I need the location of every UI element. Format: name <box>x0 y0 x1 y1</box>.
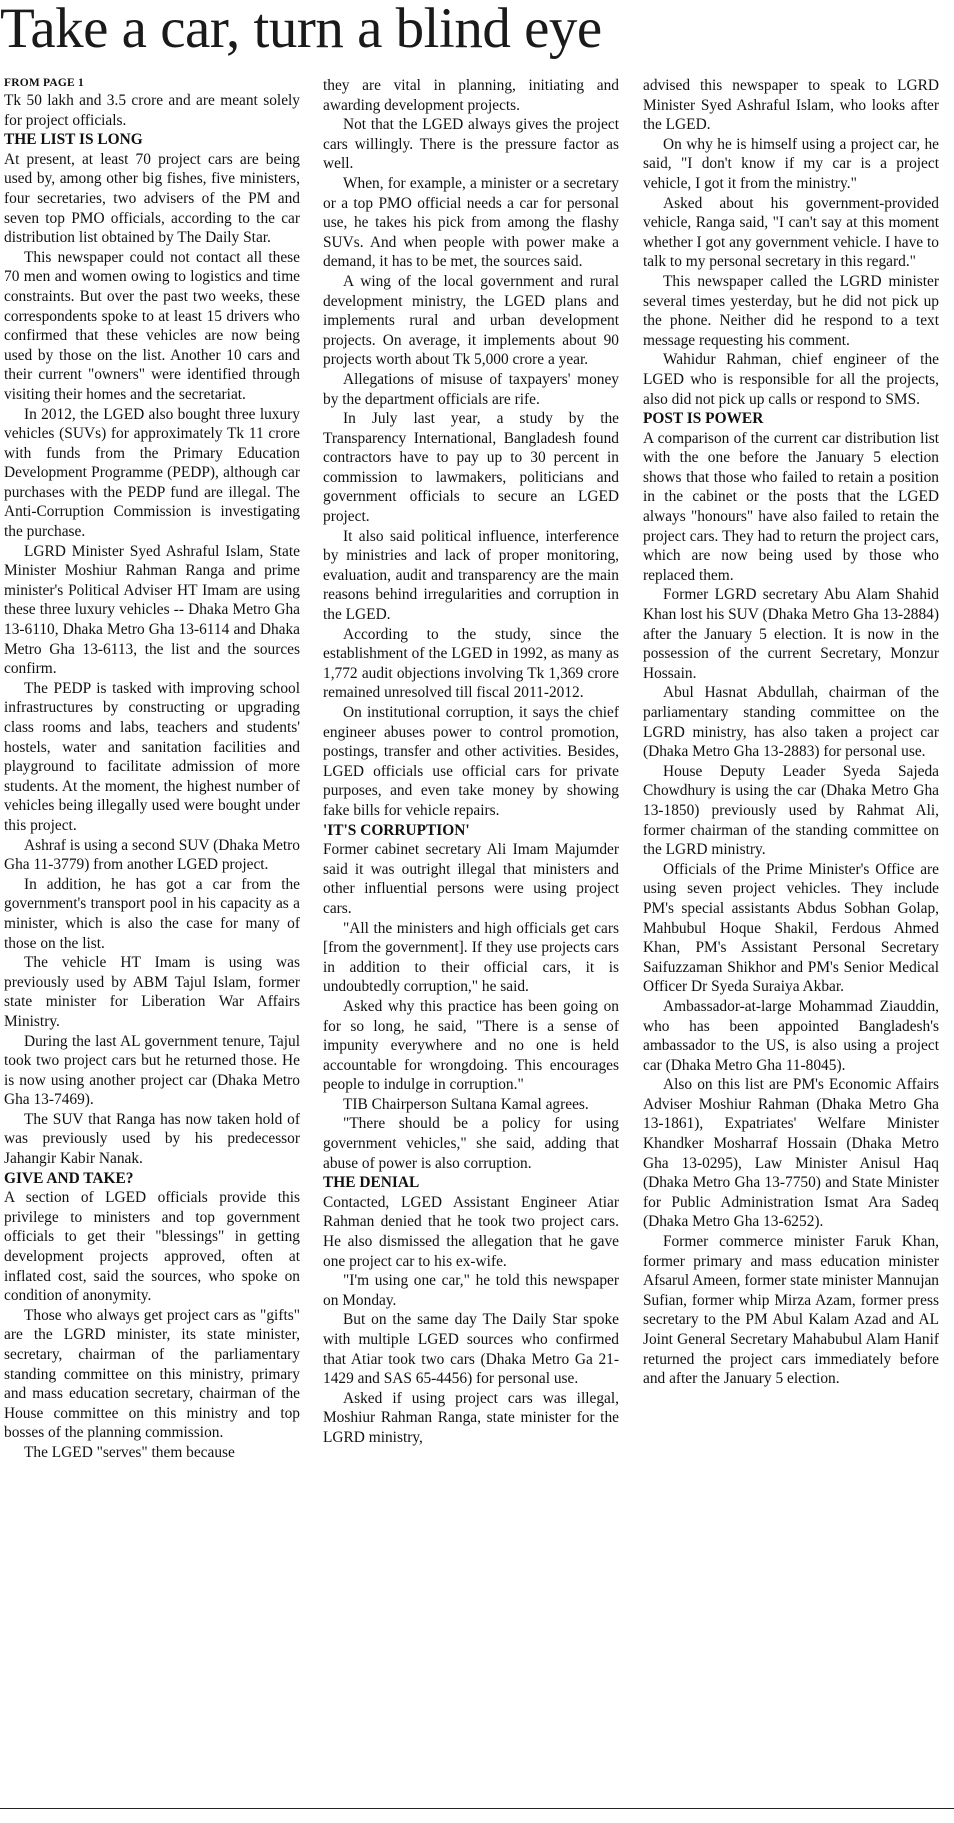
paragraph: When, for example, a minister or a secretary or a top PMO official needs a car for personal use, he takes his pick from among the flashy SUVs. And when people with power make a demand, it has to be met, the sources said. <box>323 174 619 271</box>
section-heading: 'IT'S CORRUPTION' <box>323 821 470 839</box>
paragraph: Asked why this practice has been going on for so long, he said, "There is a sense of impunity everywhere and no one is held accountable for wrongdoing. This encourages people to indulge in corruption." <box>323 997 619 1094</box>
continued-from-label: FROM PAGE 1 <box>4 77 84 89</box>
paragraph: The SUV that Ranga has now taken hold of was previously used by his predecessor Jahangir Kabir Nanak. <box>4 1110 300 1168</box>
paragraph: Asked if using project cars was illegal, Moshiur Rahman Ranga, state minister for the LGRD ministry, <box>323 1389 619 1446</box>
paragraph: "All the ministers and high officials get cars [from the government]. If they use projects cars in addition to their official cars, it is undoubtedly corruption," he said. <box>323 919 619 996</box>
paragraph: Former commerce minister Faruk Khan, former primary and mass education minister Afsarul Ameen, former state minister Mannujan Sufian, former whip Mirza Azam, former press secretary to the PM Abul Kalam Azad and AL Joint General Secretary Mahabubul Alam Hanif returned the project cars immediately before and after the January 5 election. <box>643 1233 939 1388</box>
paragraph: Ashraf is using a second SUV (Dhaka Metro Gha 11-3779) from another LGED project. <box>4 836 300 874</box>
paragraph: Ambassador-at-large Mohammad Ziauddin, who has been appointed Bangladesh's ambassador to the US, is also using a project car (Dhaka Metro Gha 11-8045). <box>643 997 939 1074</box>
paragraph: This newspaper called the LGRD minister several times yesterday, but he did not pick up the phone. Neither did he respond to a text message requesting his comment. <box>643 272 939 349</box>
paragraph: they are vital in planning, initiating and awarding development projects. <box>323 77 619 114</box>
section-heading: THE DENIAL <box>323 1174 420 1192</box>
paragraph: This newspaper could not contact all these 70 men and women owing to logistics and time constraints. But over the past two weeks, these correspondents spoke to at least 15 drivers who confirmed that these vehicles are now being used by those on the list. Another 10 cars and their current "owners" were identified through visiting their homes and the secretariat. <box>4 248 300 403</box>
paragraph: "There should be a policy for using government vehicles," she said, adding that abuse of power is also corruption. <box>323 1115 619 1172</box>
paragraph: In 2012, the LGED also bought three luxury vehicles (SUVs) for approximately Tk 11 crore with funds from the Primary Education Development Programme (PEDP), although car purchases with the PEDP fund are illegal. The Anti-Corruption Commission is investigating the purchase. <box>4 405 300 541</box>
paragraph: Wahidur Rahman, chief engineer of the LGED who is responsible for all the projects, also did not pick up calls or respond to SMS. <box>643 351 939 408</box>
paragraph: advised this newspaper to speak to LGRD Minister Syed Ashraful Islam, who looks after the LGED. <box>643 77 939 134</box>
paragraph: A wing of the local government and rural development ministry, the LGED plans and implements rural and urban development projects. On average, it implements about 90 projects worth about Tk 5,000 crore a year. <box>323 272 619 369</box>
paragraph: It also said political influence, interference by ministries and lack of proper monitoring, evaluation, audit and transparency are the main reasons behind irregularities and corruption in the LGED. <box>323 527 619 624</box>
section-heading: POST IS POWER <box>643 410 764 428</box>
paragraph: TIB Chairperson Sultana Kamal agrees. <box>343 1095 589 1113</box>
headline: Take a car, turn a blind eye <box>0 0 602 60</box>
paragraph: During the last AL government tenure, Tajul took two project cars but he returned those. He is now using another project car (Dhaka Metro Gha 13-7469). <box>4 1032 300 1109</box>
bottom-rule <box>0 1808 954 1809</box>
paragraph: But on the same day The Daily Star spoke with multiple LGED sources who confirmed that Atiar took two cars (Dhaka Metro Ga 21-1429 and SAS 65-4456) for personal use. <box>323 1311 619 1388</box>
article-column-1 <box>4 76 300 1796</box>
paragraph: On why he is himself using a project car, he said, "I don't know if my car is a project vehicle, I got it from the ministry." <box>643 135 939 192</box>
paragraph: Officials of the Prime Minister's Office are using seven project vehicles. They include PM's special assistants Abdus Sobhan Golap, Mahbubul Hoque Shakil, Ferdous Ahmed Khan, PM's Assistant Personal Secretary Saifuzzaman Shikhor and PM's Senior Medical Officer Dr Syeda Suraiya Akbar. <box>643 860 939 996</box>
section-heading: THE LIST IS LONG <box>4 131 143 149</box>
paragraph: Former LGRD secretary Abu Alam Shahid Khan lost his SUV (Dhaka Metro Gha 13-2884) after the January 5 election. It is now in the possession of the current Secretary, Monzur Hossain. <box>643 586 939 682</box>
paragraph: A comparison of the current car distribution list with the one before the January 5 election shows that those who failed to retain a position in the cabinet or the posts that the LGED always "honours" have also failed to retain the project cars. They had to return the project cars, which are now being used by those who replaced them. <box>643 429 939 584</box>
paragraph: Abul Hasnat Abdullah, chairman of the parliamentary standing committee on the LGRD ministry, has also taken a project car (Dhaka Metro Gha 13-2883) for personal use. <box>643 684 939 761</box>
paragraph: On institutional corruption, it says the chief engineer abuses power to control promotion, postings, transfer and other activities. Besides, LGED officials use official cars for private purposes, and even take money by showing fake bills for vehicle repairs. <box>323 704 619 819</box>
paragraph: In addition, he has got a car from the government's transport pool in his capacity as a minister, which is also the case for many of those on the list. <box>4 875 300 952</box>
paragraph: Contacted, LGED Assistant Engineer Atiar Rahman denied that he took two project cars. He also dismissed the allegation that he gave one project car to his ex-wife. <box>323 1193 619 1270</box>
paragraph: Those who always get project cars as "gifts" are the LGRD minister, its state minister, secretary, chairman of the parliamentary standing committee on this ministry, primary and mass education secretary, chairman of the House committee on this ministry and top bosses of the planning commission. <box>4 1306 300 1442</box>
paragraph: The vehicle HT Imam is using was previously used by ABM Tajul Islam, former state minister for Liberation War Affairs Ministry. <box>4 954 300 1030</box>
paragraph: "I'm using one car," he told this newspaper on Monday. <box>323 1272 619 1309</box>
paragraph: Allegations of misuse of taxpayers' money by the department officials are rife. <box>323 370 619 408</box>
paragraph: Asked about his government-provided vehicle, Ranga said, "I can't say at this moment whether I got any government vehicle. I have to talk to my personal secretary in this regard." <box>643 194 939 271</box>
paragraph: The LGED "serves" them because <box>24 1443 235 1461</box>
paragraph: Also on this list are PM's Economic Affairs Adviser Moshiur Rahman (Dhaka Metro Gha 13-1861), Expatriates' Welfare Minister Khandker Mosharraf Hossain (Dhaka Metro Gha 13-0295), Law Minister Anisul Haq (Dhaka Metro Gha 13-7750) and State Minister for Public Administration Ismat Ara Sadeq (Dhaka Metro Gha 13-6252). <box>643 1076 939 1231</box>
paragraph: House Deputy Leader Syeda Sajeda Chowdhury is using the car (Dhaka Metro Gha 13-1850) previously used by Rahmat Ali, former chairman of the standing committee on the LGRD ministry. <box>643 762 939 859</box>
article-column-2 <box>323 76 619 1796</box>
paragraph: According to the study, since the establishment of the LGED in 1992, as many as 1,772 audit objections involving Tk 1,369 crore remained unresolved till fiscal 2011-2012. <box>323 625 619 702</box>
paragraph: LGRD Minister Syed Ashraful Islam, State Minister Moshiur Rahman Ranga and prime minister's Political Adviser HT Imam are using these three luxury vehicles -- Dhaka Metro Gha 13-6110, Dhaka Metro Gha 13-6114 and Dhaka Metro Gha 13-6113, the list and the sources confirm. <box>4 542 300 678</box>
paragraph: A section of LGED officials provide this privilege to ministers and top government officials to get their "blessings" in getting development projects approved, often at inflated cost, said the sources, who spoke on condition of anonymity. <box>4 1189 300 1305</box>
paragraph: Not that the LGED always gives the project cars willingly. There is the pressure factor as well. <box>323 116 619 173</box>
paragraph: The PEDP is tasked with improving school infrastructures by constructing or upgrading class rooms and labs, teachers and students' hostels, water and sanitation facilities and playground to facilitate admission of more students. At the moment, the highest number of vehicles being illegally used were bought under this project. <box>4 679 300 834</box>
paragraph: Tk 50 lakh and 3.5 crore and are meant solely for project officials. <box>4 92 300 129</box>
section-heading: GIVE AND TAKE? <box>4 1169 134 1187</box>
article-column-3 <box>643 76 939 1796</box>
paragraph: In July last year, a study by the Transparency International, Bangladesh found contractors have to pay up to 30 percent in commission to lawmakers, politicians and government officials to secure an LGED project. <box>323 410 619 526</box>
paragraph: At present, at least 70 project cars are being used by, among other big fishes, five ministers, four secretaries, two advisers of the PM and seven top PMO officials, according to the car distribution list obtained by The Daily Star. <box>4 150 300 247</box>
paragraph: Former cabinet secretary Ali Imam Majumder said it was outright illegal that ministers and other influential persons were using project cars. <box>323 841 619 917</box>
